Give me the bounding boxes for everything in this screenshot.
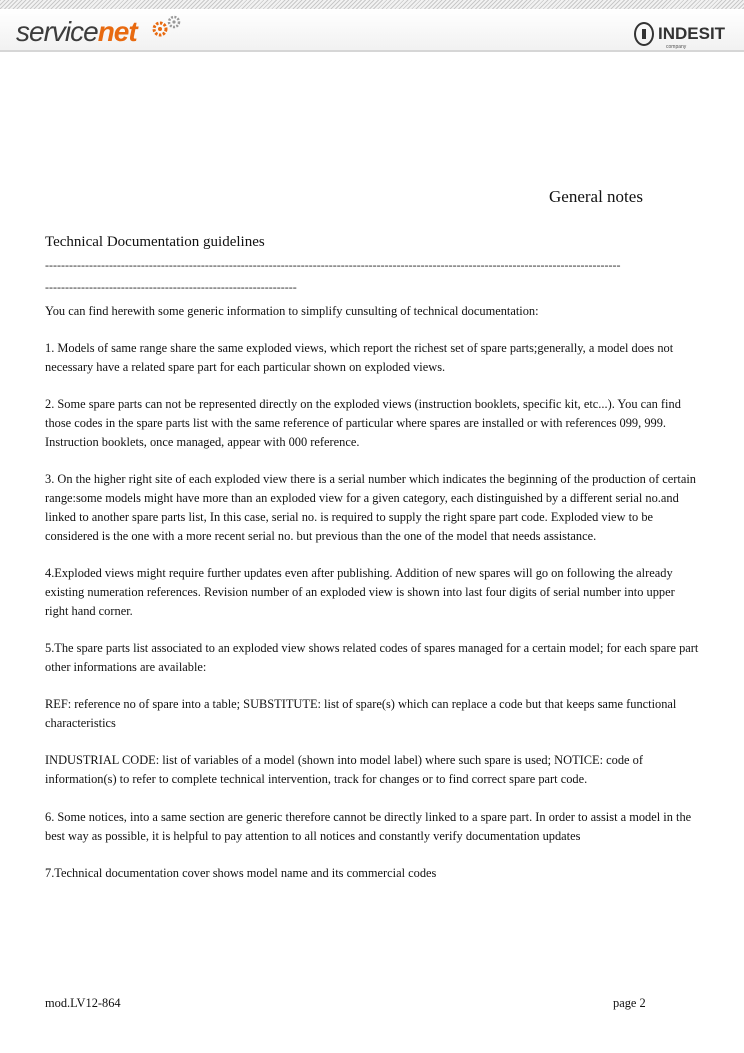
page-title: General notes [549, 187, 643, 206]
note-paragraph-7: 7.Technical documentation cover shows model name and its commercial codes [45, 866, 437, 880]
servicenet-logo [16, 14, 137, 50]
servicenet-logo-net: net [97, 16, 137, 47]
note-paragraph-2: 2. Some spare parts can not be represented directly on the exploded views (instruction booklets, specific kit, etc...). You can find those codes in the spare parts list with the same reference of particular where spares are installed or with references 099, 999. Instruction booklets, once managed, appear with 000 reference. [45, 397, 681, 449]
dashed-rule-2: --------------------------------------------------------------- [45, 280, 297, 294]
section-heading: Technical Documentation guidelines [45, 234, 265, 250]
indesit-subtext: company [666, 44, 687, 50]
note-paragraph-1: 1. Models of same range share the same exploded views, which report the richest set of spare parts;generally, a model does not necessary have a related spare part for each particular shown on exploded views. [45, 341, 674, 374]
dashed-rule-1: ------------------------------------------------------------------------------------------------------------------------------------------------ [45, 258, 621, 272]
indesit-ring-icon [634, 22, 654, 46]
indesit-wordmark: INDESIT [658, 24, 726, 43]
indesit-logo [634, 20, 734, 50]
gears-icon [150, 14, 184, 40]
header-pattern-strip [0, 0, 744, 9]
note-paragraph-3: 3. On the higher right site of each exploded view there is a serial number which indicates the beginning of the production of certain range:some models might have more than an exploded view for a given category, each distinguished by a different serial no.and linked to another spare parts list, In this case, serial no. is required to supply the right spare part code. Exploded view to be considered is the one with a more recent serial no. but previous than the one of the model that needs assistance. [45, 472, 696, 543]
note-paragraph-4: 4.Exploded views might require further updates even after publishing. Addition of new spares will go on following the already existing numeration references. Revision number of an exploded view is shown into last four digits of serial number into upper right hand corner. [45, 566, 675, 618]
note-paragraph-5: 5.The spare parts list associated to an exploded view shows related codes of spares managed for a certain model; for each spare part other informations are available: [45, 641, 699, 674]
intro-paragraph: You can find herewith some generic information to simplify cunsulting of technical documentation: [45, 304, 539, 318]
servicenet-logo-service: service [16, 16, 98, 47]
note-paragraph-6: 6. Some notices, into a same section are generic therefore cannot be directly linked to a spare part. In order to assist a model in the best way as possible, it is helpful to pay attention to all notices and constantly verify documentation updates [45, 810, 692, 843]
footer-model-code: mod.LV12-864 [45, 996, 121, 1010]
note-paragraph-industrial-code: INDUSTRIAL CODE: list of variables of a model (shown into model label) where such spare is used; NOTICE: code of information(s) to refer to complete technical intervention, track for changes or to find correct spare part code. [45, 753, 643, 786]
footer-page-number: page 2 [613, 996, 646, 1010]
header-divider [0, 50, 744, 52]
note-paragraph-ref: REF: reference no of spare into a table; SUBSTITUTE: list of spare(s) which can replace a code but that keeps same functional characteristics [45, 697, 677, 730]
